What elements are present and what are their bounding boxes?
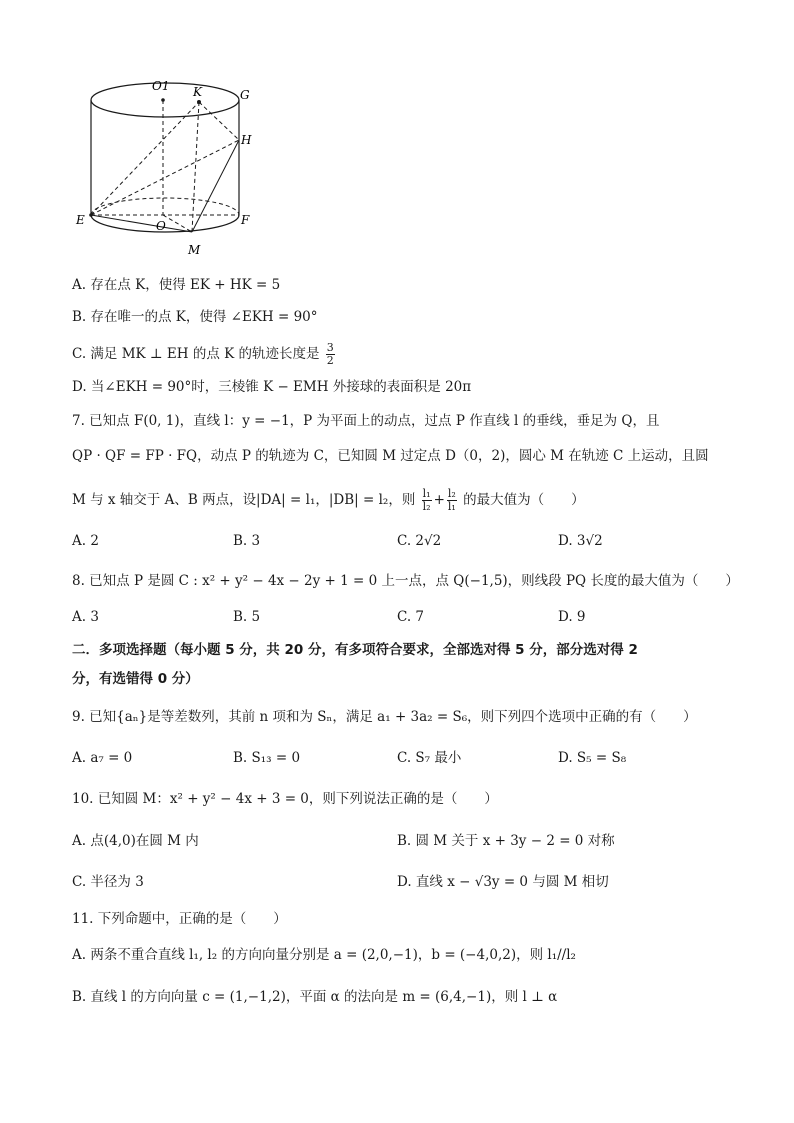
q11-option-a: A. 两条不重合直线 l₁, l₂ 的方向向量分别是 a = (2,0,−1)，b = (−4,0,2)，则 l₁//l₂ [72,947,576,963]
q11-option-b: B. 直线 l 的方向向量 c = (1,−1,2)，平面 α 的法向是 m = (6,4,−1)，则 l ⊥ α [72,989,558,1005]
q7-line1: 7. 已知点 F(0, 1)，直线 l：y = −1，P 为平面上的动点，过点 P 作直线 l 的垂线，垂足为 Q，且 [72,413,660,429]
q8-text: 8. 已知点 P 是圆 C : x² + y² − 4x − 2y + 1 = 0 上一点，点 Q(−1,5)，则线段 PQ 长度的最大值为（ ） [72,573,739,589]
q10-option-a: A. 点(4,0)在圆 M 内 [72,833,199,849]
q9-option-b: B. S₁₃ = 0 [233,750,301,766]
q10-option-b: B. 圆 M 关于 x + 3y − 2 = 0 对称 [397,833,615,849]
q8-option-c: C. 7 [397,609,425,625]
q8-option-b: B. 5 [233,609,261,625]
q6-option-c-fraction [326,342,335,367]
q6-frac-num: 3 [326,341,334,354]
q7-option-a: A. 2 [72,533,99,549]
label-m: M [188,243,201,257]
q7-frac-1 [422,488,432,513]
q11-text: 11. 下列命题中，正确的是（ ） [72,911,287,927]
q8-option-a: A. 3 [72,609,99,625]
label-h: H [241,133,252,147]
q7-line3-a: M 与 x 轴交于 A、B 两点，设|DA| = l₁，|DB| = l₂，则 [72,492,416,508]
q9-option-c: C. S₇ 最小 [397,750,462,766]
cylinder-diagram [62,70,282,270]
cylinder-figure [62,70,282,270]
label-e: E [76,213,85,227]
q7-option-b: B. 3 [233,533,261,549]
label-f: F [241,213,250,227]
q7-frac1-num: l₁ [422,487,431,500]
q7-frac1-den: l₂ [422,500,431,513]
q10-option-d: D. 直线 x − √3y = 0 与圆 M 相切 [397,874,609,890]
q8-option-d: D. 9 [558,609,586,625]
section2-heading-line2: 分，有选错得 0 分） [72,671,199,687]
q6-option-a: A. 存在点 K，使得 EK + HK = 5 [72,277,281,293]
q10-text: 10. 已知圆 M：x² + y² − 4x + 3 = 0，则下列说法正确的是（ ） [72,791,498,807]
q6-option-c [72,342,337,367]
q7-line2: QP · QF = FP · FQ，动点 P 的轨迹为 C，已知圆 M 过定点 D（0，2)，圆心 M 在轨迹 C 上运动，且圆 [72,448,709,464]
q6-option-c-text: C. 满足 MK ⊥ EH 的点 K 的轨迹长度是 [72,346,320,362]
q7-frac2-den: l₁ [447,500,456,513]
q7-option-d: D. 3√2 [558,533,603,549]
q7-frac2-num: l₂ [447,487,456,500]
q10-option-c: C. 半径为 3 [72,874,144,890]
label-g: G [240,88,250,102]
q9-option-d: D. S₅ = S₈ [558,750,627,766]
section2-heading-line1: 二．多项选择题（每小题 5 分，共 20 分，有多项符合要求，全部选对得 5 分，部分选对得 2 [72,642,638,658]
q6-option-b: B. 存在唯一的点 K，使得 ∠EKH = 90° [72,309,318,325]
label-k: K [193,85,202,99]
q6-option-d: D. 当∠EKH = 90°时，三棱锥 K − EMH 外接球的表面积是 20π [72,379,472,395]
q7-option-c: C. 2√2 [397,533,442,549]
q7-line3-b: 的最大值为（ ） [463,492,585,508]
q9-option-a: A. a₇ = 0 [72,750,133,766]
q9-text: 9. 已知{aₙ}是等差数列，其前 n 项和为 Sₙ，满足 a₁ + 3a₂ = S₆，则下列四个选项中正确的有（ ） [72,709,697,725]
q7-frac-2 [447,488,457,513]
label-o: O [156,219,166,233]
q7-line3: M 与 x 轴交于 A、B 两点，设|DA| = l₁，|DB| = l₂，则 $\frac{\text{l₁}}{\text{l₂}}$ + $\frac{\text{l₂}}{\text{l₁}}$ 的最大值为（ ） [72,487,585,513]
label-o1: O1 [152,79,170,93]
q6-frac-den: 2 [326,354,334,367]
